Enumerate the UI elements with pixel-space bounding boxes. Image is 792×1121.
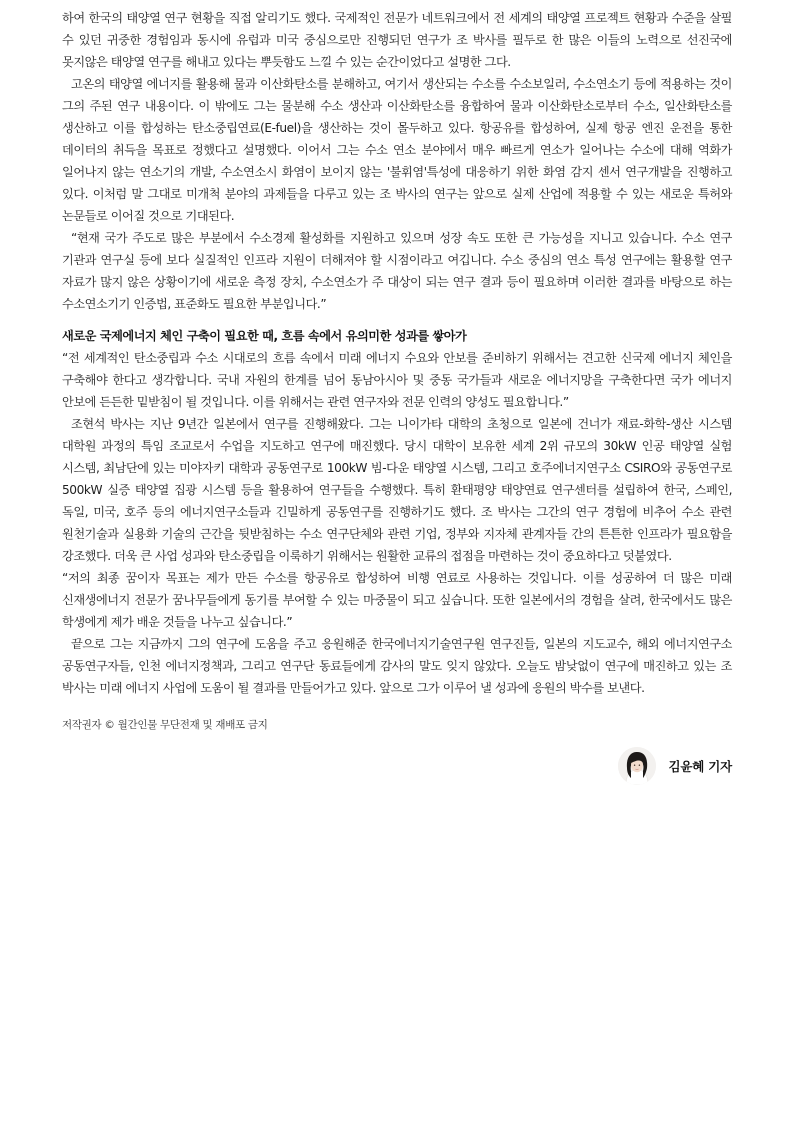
article-paragraph-2: 고온의 태양열 에너지를 활용해 물과 이산화탄소를 분해하고, 여기서 생산되는 수소를 수소보일러, 수소연소기 등에 적용하는 것이 그의 주된 연구 내용이다. 이 밖에도 그는 물분해 수소 생산과 이산화탄소를 융합하여 물과 이산화탄소로부터 수소, 일산화탄소를 생산하고 이를 합성하는 탄소중립연료(E-fuel)을 생산하는 것이 몰두하고 있다. 항공유를 합성하여, 실제 항공 엔진 운전을 통한 데이터의 취득을 목표로 정했다고 설명했다. 이어서 그는 수소 연소 분야에서 매우 빠르게 연소가 일어나는 수소에 대해 역화가 일어나지 않는 연소기의 개발, 수소연소시 화염이 보이지 않는 '불휘염'특성에 대응하기 위한 화염 감지 센서 연구개발을 진행하고 있다. 이처럼 말 그대로 미개척 분야의 과제들을 다루고 있는 조 박사의 연구는 앞으로 실제 산업에 적용할 수 있는 새로운 특허와 논문들로 이어질 것으로 기대된다. [62,77,732,223]
section-paragraph-2: 끝으로 그는 지금까지 그의 연구에 도움을 주고 응원해준 한국에너지기술연구원 연구진들, 일본의 지도교수, 해외 에너지연구소 공동연구자들, 인천 에너지정책과, 그리고 연구단 동료들에게 감사의 말도 잊지 않았다. 오늘도 밤낮없이 연구에 매진하고 있는 조 박사는 미래 에너지 사업에 도움이 될 결과를 만들어가고 있다. 앞으로 그가 이루어 낼 성과에 응원의 박수를 보낸다. [62,637,732,695]
section-heading: 새로운 국제에너지 체인 구축이 필요한 때, 흐름 속에서 유의미한 성과를 쌓아가 [62,329,467,343]
section-paragraph-1: 조현석 박사는 지난 9년간 일본에서 연구를 진행해왔다. 그는 니이가타 대학의 초청으로 일본에 건너가 재료-화학-생산 시스템 대학원 과정의 특임 조교로서 수업을 지도하고 연구에 매진했다. 당시 대학이 보유한 세계 2위 규모의 30kW 인공 태양열 실험 시스템, 최남단에 있는 미야자키 대학과 공동연구로 100kW 빔-다운 태양열 시스템, 그리고 호주에너지연구소 CSIRO와 공동연구로 500kW 실증 태양열 집광 시스템 등을 활용하여 연구들을 수행했다. 특히 환태평양 태양연료 연구센터를 설립하여 한국, 스페인, 독일, 미국, 호주 등의 에너지연구소들과 긴밀하게 공동연구를 진행하기도 했다. 조 박사는 그간의 연구 경험에 비추어 수소 관련 원천기술과 실용화 기술의 근간을 뒷받침하는 수소 연구단체와 관련 기업, 정부와 지자체 관계자들 간의 튼튼한 인프라가 필요함을 강조했다. 더욱 큰 사업 성과와 탄소중립을 이룩하기 위해서는 원활한 교류의 접점을 마련하는 것이 중요하다고 덧붙였다. [62,417,732,563]
copyright-notice: 저작권자 © 월간인물 무단전재 및 재배포 금지 [62,719,268,731]
avatar [618,747,656,785]
author-name: 김윤혜 기자 [668,759,732,774]
section-quote-1: “전 세계적인 탄소중립과 수소 시대로의 흐름 속에서 미래 에너지 수요와 안보를 준비하기 위해서는 견고한 신국제 에너지 체인을 구축해야 한다고 생각합니다. 국내 자원의 한계를 넘어 동남아시아 및 중동 국가들과 새로운 에너지망을 구축한다면 국가 에너지 안보에 든든한 밑받침이 될 것입니다. 이를 위해서는 관련 연구자와 전문 인력의 양성도 필요합니다.” [62,351,732,409]
article-quote-1: “현재 국가 주도로 많은 부분에서 수소경제 활성화를 지원하고 있으며 성장 속도 또한 큰 가능성을 지니고 있습니다. 수소 연구 기관과 연구실 등에 보다 실질적인 인프라 지원이 더해져야 할 시점이라고 여깁니다. 수소 중심의 연소 특성 연구에는 활용할 연구 자료가 많지 않은 상황이기에 새로운 측정 장치, 수소연소가 주 대상이 되는 연구 결과 등이 필요하며 이러한 결과를 바탕으로 하는 수소연소기기 인증법, 표준화도 필요한 부분입니다.” [62,231,732,311]
section-spacer [62,315,732,325]
article-body [62,7,732,699]
author-byline [618,747,732,785]
reporter-portrait-icon [618,747,656,785]
article-paragraph-1: 하여 한국의 태양열 연구 현황을 직접 알리기도 했다. 국제적인 전문가 네트워크에서 전 세계의 태양열 프로젝트 현황과 수준을 살필 수 있던 귀중한 경험임과 동시에 유럽과 미국 중심으로만 진행되던 연구가 조 박사를 필두로 한 많은 이들의 노력으로 선진국에 못지않은 태양열 연구를 해내고 있다는 뿌듯함도 느낄 수 있는 순간이었다고 설명한 그다. [62,11,732,69]
section-quote-2: “저의 최종 꿈이자 목표는 제가 만든 수소를 항공유로 합성하여 비행 연료로 사용하는 것입니다. 이를 성공하여 더 많은 미래 신재생에너지 전문가 꿈나무들에게 동기를 부여할 수 있는 마중물이 되고 싶습니다. 또한 일본에서의 경험을 살려, 한국에서도 많은 학생에게 제가 배운 것들을 나누고 싶습니다.” [62,571,732,629]
